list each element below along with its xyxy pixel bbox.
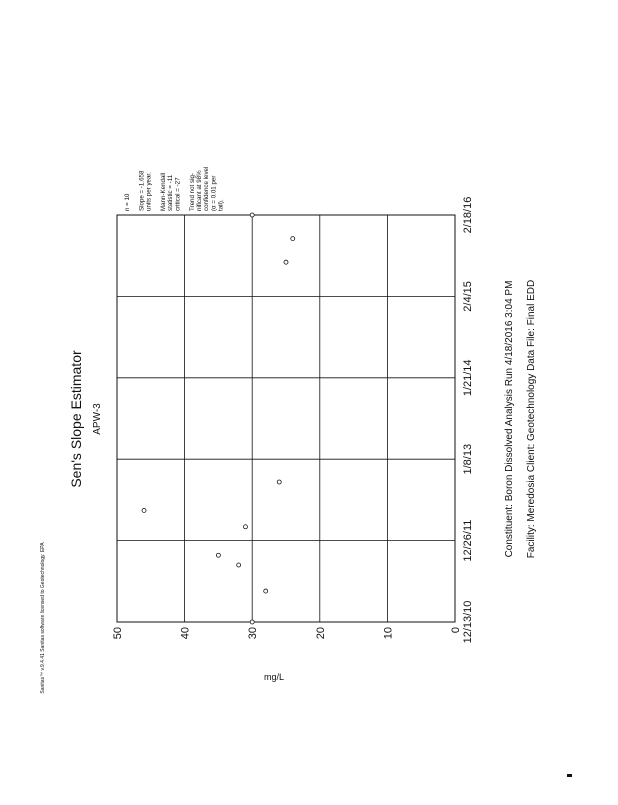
data-point: [291, 237, 295, 241]
data-point: [142, 508, 146, 512]
annotation-line: Mann-Kendall: [160, 172, 167, 211]
annotation-line: statistic = -11: [167, 174, 175, 211]
annotation-line: nificant at 98%: [196, 170, 203, 211]
y-tick-label: 50: [112, 627, 124, 640]
y-tick-label: 40: [179, 627, 192, 640]
y-tick-label: 30: [247, 627, 260, 640]
chart-subtitle: APW-3: [92, 403, 103, 435]
annotation-line: tail).: [217, 199, 225, 211]
tick-label-layer: [112, 197, 474, 644]
data-point-layer: [142, 213, 295, 624]
y-axis-label: mg/L: [263, 672, 285, 682]
data-point: [284, 260, 288, 264]
y-tick-label: 10: [382, 627, 395, 640]
annotation-line: confidence level: [203, 166, 211, 211]
x-tick-label: 12/26/11: [462, 519, 474, 562]
data-point: [216, 553, 220, 557]
data-point: [237, 563, 241, 567]
data-point: [250, 213, 254, 217]
x-tick-label: 2/18/16: [462, 196, 474, 234]
x-tick-label: 2/4/15: [462, 281, 474, 312]
corner-mark: [567, 774, 572, 777]
y-tick-label: 0: [450, 627, 462, 634]
chart-title: Sen's Slope Estimator: [68, 350, 84, 488]
footer-line-1: Constituent: Boron Dissolved Analysis Run 4/18/2016 3:04 PM: [504, 280, 515, 558]
grid-layer: [117, 215, 455, 622]
annotation-line: units per year.: [145, 172, 153, 211]
chart-rotated-group: [68, 167, 537, 682]
annotation-line: n = 10: [124, 193, 131, 211]
plot-frame: [117, 215, 455, 622]
software-note: Sanitas™ v.9.4.41 Sanitas software licensed to Geotechnology. EPA: [40, 542, 46, 694]
annotation-line: Trend not sig-: [188, 173, 196, 211]
footer-line-2: Facility: Meredosia Client: Geotechnology Data File: Final EDD: [526, 279, 537, 559]
stats-annotation: [124, 167, 225, 211]
annotation-line: (α = 0.01 per: [210, 175, 218, 211]
data-point: [277, 480, 281, 484]
x-tick-label: 1/21/14: [462, 359, 474, 397]
data-point: [250, 620, 254, 624]
data-point: [243, 525, 247, 529]
x-tick-label: 12/13/10: [462, 600, 474, 644]
data-point: [264, 589, 268, 593]
y-tick-label: 20: [314, 627, 327, 640]
annotation-line: Slope = -1.658: [138, 170, 146, 211]
x-tick-label: 1/8/13: [462, 443, 474, 475]
annotation-line: critical = -27: [174, 177, 182, 211]
